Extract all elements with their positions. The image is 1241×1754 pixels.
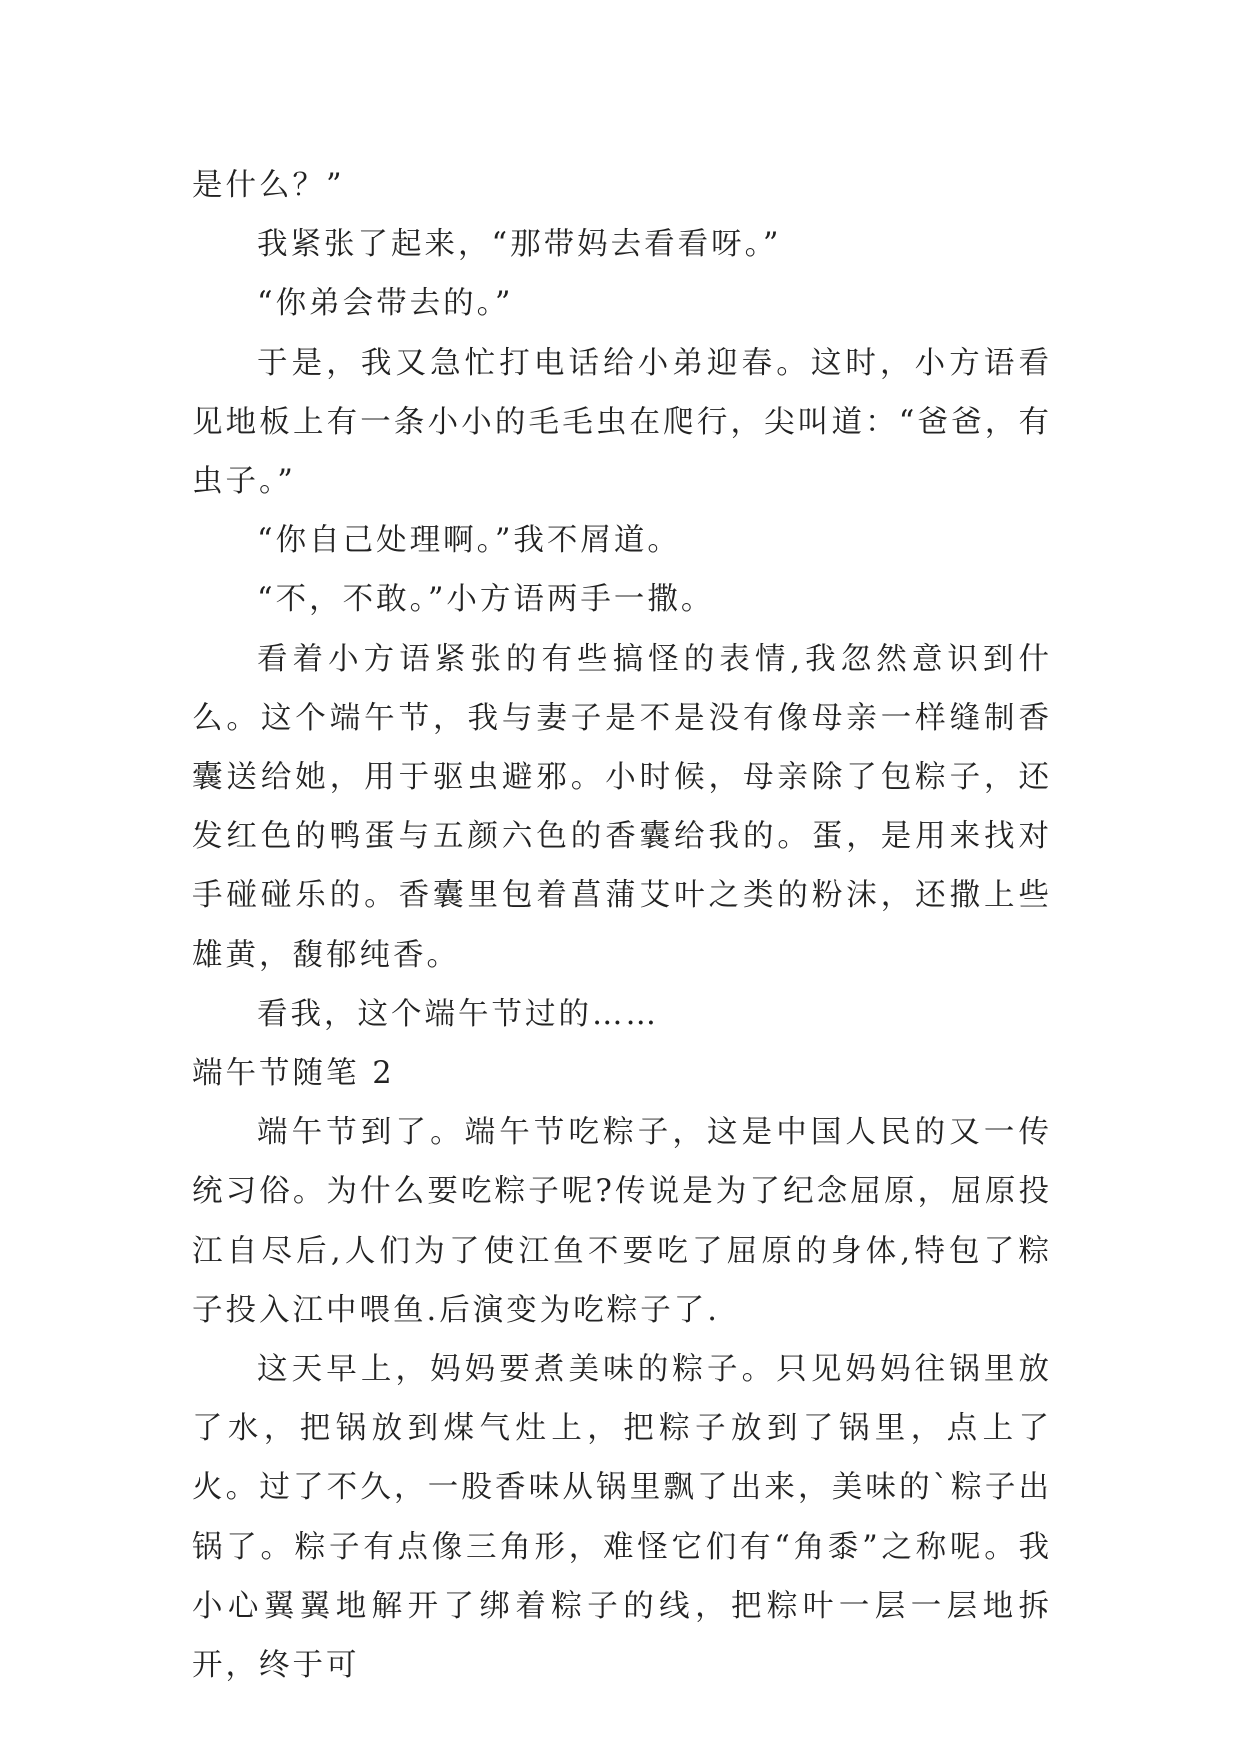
paragraph: 于是，我又急忙打电话给小弟迎春。这时，小方语看见地板上有一条小小的毛毛虫在爬行，尖叫道：“爸爸，有虫子。” [192,345,1052,500]
section-heading: 端午节随笔 2 [192,1056,395,1092]
paragraph: 我紧张了起来，“那带妈去看看呀。” [257,227,782,263]
paragraph: “不，不敢。”小方语两手一撒。 [257,582,715,618]
paragraph: 这天早上，妈妈要煮美味的粽子。只见妈妈往锅里放了水，把锅放到煤气灶上，把粽子放到了锅里，点上了火。过了不久，一股香味从锅里飘了出来，美味的`粽子出锅了。粽子有点像三角形，难怪它们有“角黍”之称呢。我小心翼翼地解开了绑着粽子的线，把粽叶一层一层地拆开，终于可 [192,1352,1052,1684]
paragraph: 看我，这个端午节过的…… [257,996,659,1032]
paragraph-continuation: 是什么？” [192,168,345,203]
document-body [192,156,1052,1695]
paragraph: “你自己处理啊。”我不屑道。 [257,523,681,559]
paragraph: 看着小方语紧张的有些搞怪的表情,我忽然意识到什么。这个端午节，我与妻子是不是没有像母亲一样缝制香囊送给她，用于驱虫避邪。小时候，母亲除了包粽子，还发红色的鸭蛋与五颜六色的香囊给我的。蛋，是用来找对手碰碰乐的。香囊里包着菖蒲艾叶之类的粉沫，还撒上些雄黄，馥郁纯香。 [192,641,1052,973]
paragraph: 端午节到了。端午节吃粽子，这是中国人民的又一传统习俗。为什么要吃粽子呢?传说是为了纪念屈原，屈原投江自尽后,人们为了使江鱼不要吃了屈原的身体,特包了粽子投入江中喂鱼.后演变为吃粽子了. [192,1115,1052,1328]
paragraph: “你弟会带去的。” [257,286,514,322]
